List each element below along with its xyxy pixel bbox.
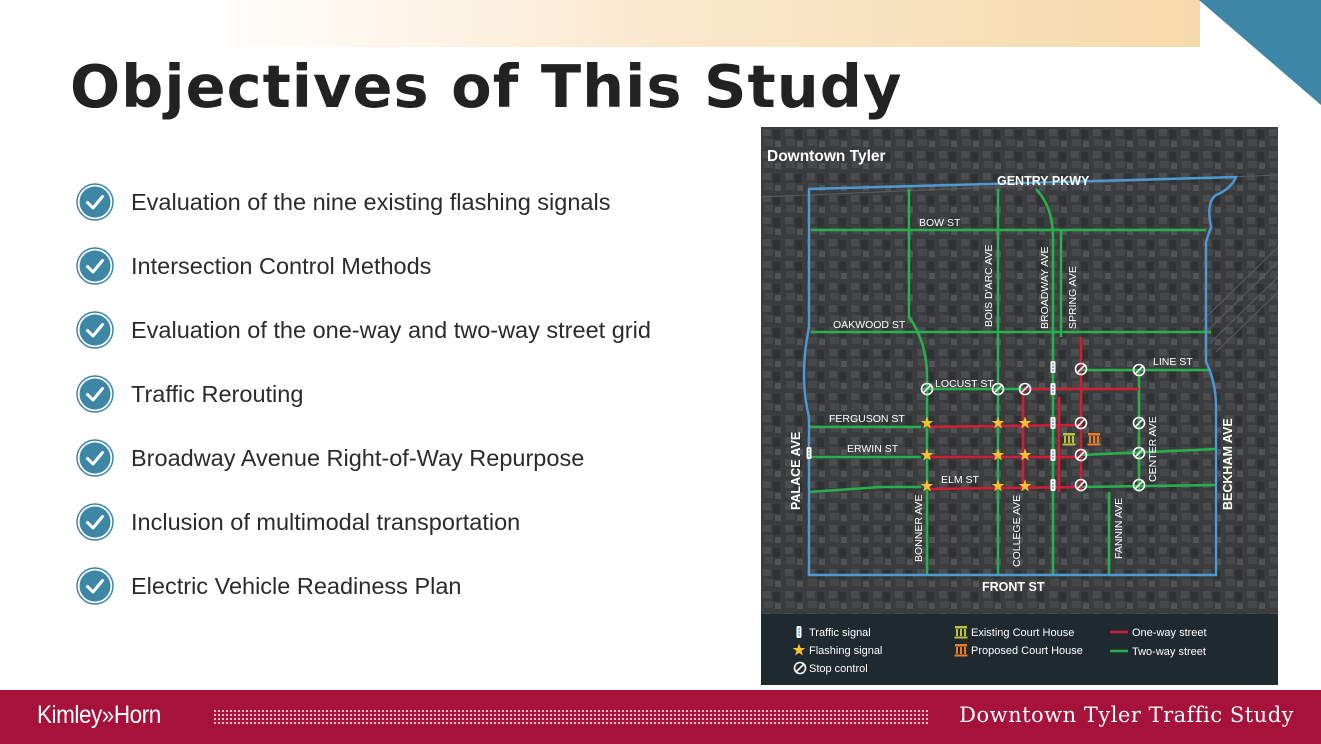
street-label-oakwood: OAKWOOD ST (833, 319, 906, 331)
header-gradient-band (200, 0, 1200, 47)
map-title: Downtown Tyler (767, 148, 886, 165)
check-circle-icon (76, 183, 114, 221)
legend-existing-court: Existing Court House (971, 627, 1075, 639)
objective-item (76, 502, 520, 542)
objective-item (76, 246, 431, 286)
kimley-horn-logo: Kimley»Horn (37, 701, 161, 729)
street-label-ferguson: FERGUSON ST (829, 413, 905, 425)
slide-title: Objectives of This Study (70, 52, 903, 121)
objective-label: Traffic Rerouting (131, 380, 304, 407)
legend-two-way: Two-way street (1132, 646, 1206, 658)
objective-label: Intersection Control Methods (131, 252, 432, 279)
street-label-fannin: FANNIN AVE (1113, 497, 1125, 559)
objective-item (76, 182, 610, 222)
corner-accent (1121, 0, 1321, 105)
traffic-signal-icon (797, 626, 802, 638)
street-label-locust: LOCUST ST (935, 378, 994, 390)
street-label-erwin: ERWIN ST (847, 443, 899, 455)
street-label-palace: PALACE AVE (789, 431, 803, 510)
proposed-court-house-icon (1088, 433, 1101, 446)
check-circle-icon (76, 247, 114, 285)
objective-label: Electric Vehicle Readiness Plan (131, 572, 462, 599)
street-label-front: FRONT ST (982, 580, 1045, 594)
footer-title: Downtown Tyler Traffic Study (959, 703, 1294, 727)
street-label-bois-darc: BOIS D'ARC AVE (983, 244, 995, 327)
street-label-beckham: BECKHAM AVE (1221, 418, 1235, 510)
street-label-broadway: BROADWAY AVE (1039, 246, 1051, 329)
legend-flashing-signal: Flashing signal (809, 645, 883, 657)
legend-stop-control: Stop control (809, 663, 868, 675)
existing-court-house-icon (1063, 433, 1076, 446)
existing-court-legend-icon (955, 626, 968, 639)
check-circle-icon (76, 375, 114, 413)
legend-proposed-court: Proposed Court House (971, 645, 1083, 657)
street-label-bonner: BONNER AVE (913, 494, 925, 562)
footer-bar (0, 690, 1321, 744)
objective-label: Evaluation of the nine existing flashing signals (131, 188, 611, 215)
check-circle-icon (76, 503, 114, 541)
street-label-spring: SPRING AVE (1067, 266, 1079, 329)
objective-label: Inclusion of multimodal transportation (131, 508, 521, 535)
check-circle-icon (76, 567, 114, 605)
objective-item (76, 438, 584, 478)
proposed-court-legend-icon (955, 644, 968, 657)
street-label-bow: BOW ST (919, 217, 961, 229)
footer-dot-pattern (213, 709, 928, 725)
objective-item (76, 310, 651, 350)
street-label-gentry: GENTRY PKWY (997, 174, 1090, 188)
downtown-map (761, 127, 1278, 685)
objective-label: Evaluation of the one-way and two-way street grid (131, 316, 651, 343)
legend-one-way: One-way street (1132, 627, 1207, 639)
street-label-line: LINE ST (1153, 356, 1193, 368)
objective-item (76, 374, 303, 414)
street-label-college: COLLEGE AVE (1011, 494, 1023, 567)
check-circle-icon (76, 311, 114, 349)
legend-traffic-signal: Traffic signal (809, 627, 871, 639)
street-label-center: CENTER AVE (1147, 416, 1159, 482)
street-label-elm: ELM ST (941, 474, 979, 486)
check-circle-icon (76, 439, 114, 477)
objective-label: Broadway Avenue Right-of-Way Repurpose (131, 444, 585, 471)
objective-item (76, 566, 461, 606)
